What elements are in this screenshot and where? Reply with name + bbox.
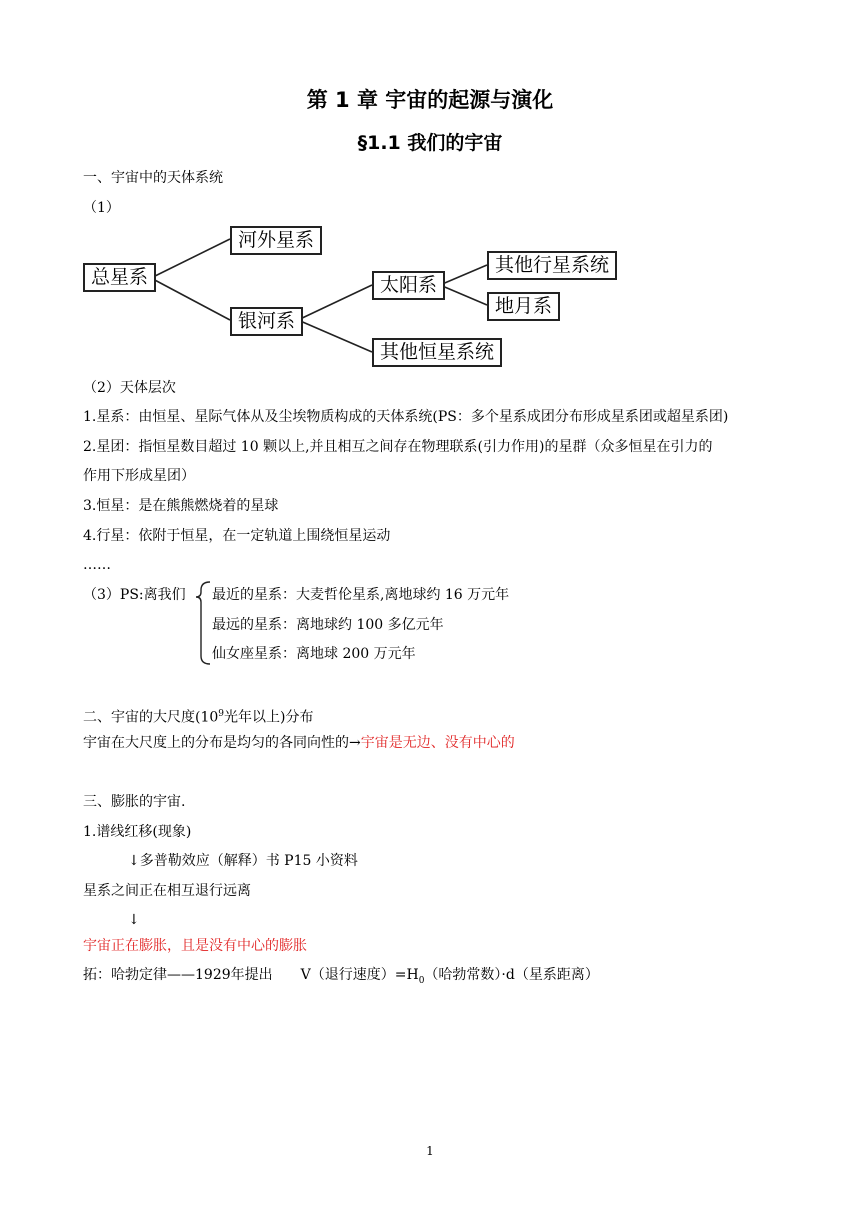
sub1-label: （1）	[83, 200, 120, 216]
distance-item: 最远的星系：离地球约 100 多亿元年	[212, 617, 444, 633]
receding-line: 星系之间正在相互退行远离	[83, 883, 251, 899]
sub2-label: （2）天体层次	[83, 380, 176, 396]
highlight-text: 宇宙是无边、没有中心的	[360, 735, 515, 751]
node-extragalactic: 河外星系	[230, 226, 322, 255]
section3-heading: 三、膨胀的宇宙.	[83, 794, 186, 810]
list-item: 3.恒星：是在熊熊燃烧着的星球	[83, 498, 279, 514]
redshift-line: 1.谱线红移(现象)	[83, 824, 192, 840]
list-item: 1.星系：由恒星、星际气体从及尘埃物质构成的天体系统(PS：多个星系成团分布形成星系团或超星系团)	[83, 409, 729, 425]
node-total-galaxy: 总星系	[83, 263, 156, 292]
section2-heading: 二、宇宙的大尺度($10^9$光年以上)分布	[83, 709, 314, 726]
list-item: 4.行星：依附于恒星，在一定轨道上围绕恒星运动	[83, 528, 391, 544]
distance-item: 仙女座星系：离地球 200 万元年	[212, 646, 416, 662]
node-solar-system: 太阳系	[372, 271, 445, 300]
section-title: §1.1 我们的宇宙	[357, 132, 503, 154]
hubble-law: 拓：哈勃定律——1929年提出 V（退行速度）$=H_0$（哈勃常数）·d（星系距离）	[83, 967, 599, 986]
node-other-planet-systems: 其他行星系统	[487, 251, 617, 280]
list-item: 2.星团：指恒星数目超过 10 颗以上,并且相互之间存在物理联系(引力作用)的星群（众多恒星在引力的	[83, 439, 713, 455]
sub3-label: （3）PS:离我们	[83, 587, 186, 603]
section2-body: 宇宙在大尺度上的分布是均匀的各同向性的→宇宙是无边、没有中心的	[83, 735, 515, 751]
doppler-line: ↓多普勒效应（解释）书 P15 小资料	[128, 853, 358, 869]
distance-item: 最近的星系：大麦哲伦星系,离地球约 16 万元年	[212, 587, 510, 603]
arrow-down: ↓	[128, 912, 140, 928]
page-number: 1	[426, 1144, 434, 1158]
section1-heading: 一、宇宙中的天体系统	[83, 170, 223, 186]
expansion-conclusion: 宇宙正在膨胀，且是没有中心的膨胀	[83, 938, 307, 954]
node-earth-moon: 地月系	[487, 292, 560, 321]
ellipsis: ……	[83, 557, 111, 573]
chapter-title: 第 1 章 宇宙的起源与演化	[306, 88, 554, 112]
node-other-star-systems: 其他恒星系统	[372, 338, 502, 367]
list-item: 作用下形成星团）	[83, 468, 195, 484]
node-milky-way: 银河系	[230, 307, 303, 336]
